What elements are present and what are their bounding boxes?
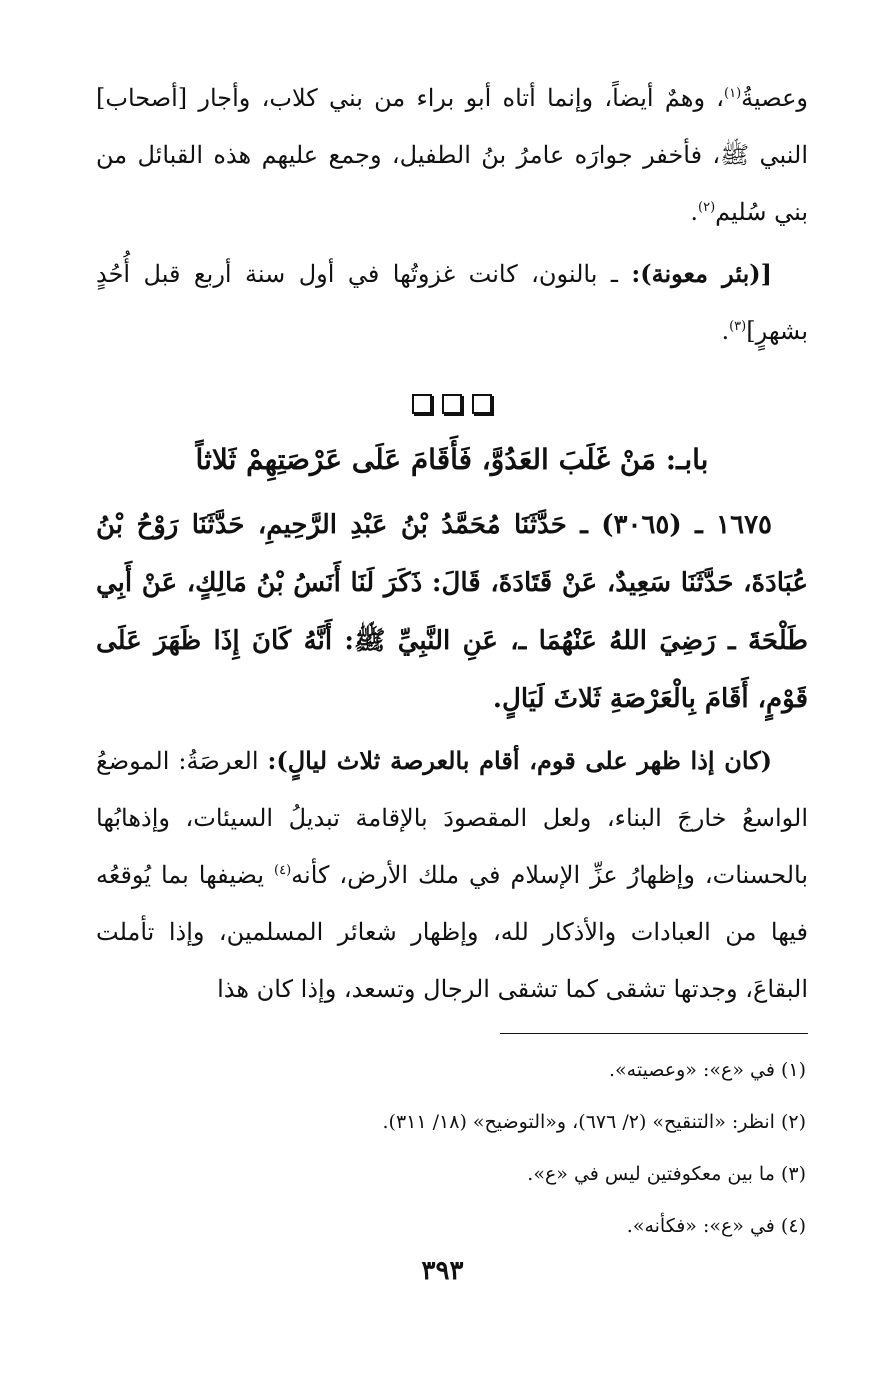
- paragraph-1: [96, 70, 808, 241]
- footnotes: [96, 1044, 808, 1252]
- hadith-text: ١٦٧٥ ـ (٣٠٦٥) ـ حَدَّثَنَا مُحَمَّدُ بْنُ عَبْدِ الرَّحِيمِ، حَدَّثَنَا رَوْحُ بْنُ عُبَادَةَ، حَدَّثَنَا سَعِيدٌ، عَنْ قَتَادَةَ، قَالَ: ذَكَرَ لَنَا أَنَسُ بْنُ مَالِكٍ، عَنْ أَبِي طَلْحَةَ ـ رَضِيَ اللهُ عَنْهُمَا ـ، عَنِ النَّبِيِّ ﷺ: أَنَّهُ كَانَ إِذَا ظَهَرَ عَلَى قَوْمٍ، أَقَامَ بِالْعَرْصَةِ ثَلاثَ لَيَالٍ.: [96, 510, 808, 714]
- page-body: [96, 70, 808, 1018]
- square-ornament-icon: [442, 394, 462, 414]
- commentary-bold: (كان إذا ظهر على قوم، أقام بالعرصة ثلاث ليالٍ):: [267, 746, 772, 775]
- section-divider-ornament: [96, 394, 808, 414]
- footnote-2: (٢) انظر: «التنقيح» (٢/ ٦٧٦)، و«التوضيح» (١٨/ ٣١١).: [382, 1111, 806, 1133]
- p2-end: .: [721, 317, 730, 345]
- commentary-text-1: العرصَةُ: الموضعُ الواسعُ خارجَ البناء، ولعل المقصودَ بالإقامة تبديلُ السيئات، وإذهابُها بالحسنات، وإظهارُ عزِّ الإسلام في ملك الأرض، كأنه: [96, 747, 809, 889]
- p2-bold: [(بئر معونة):: [631, 259, 773, 288]
- p1-part3: .: [690, 198, 699, 226]
- footnote-divider: [500, 1033, 808, 1034]
- commentary-paragraph: [96, 732, 808, 1018]
- footnote-3: (٣) ما بين معكوفتين ليس في «ع».: [527, 1163, 806, 1185]
- footnote-4: (٤) في «ع»: «فكأنه».: [626, 1215, 806, 1237]
- p1-part1: وعصيةُ: [741, 84, 808, 112]
- footnote-ref-2[interactable]: (٢): [698, 200, 716, 215]
- square-ornament-icon: [412, 394, 432, 414]
- p1-part2: ، وهمٌ أيضاً، وإنما أتاه أبو براء من بني كلاب، وأجار [أصحاب] النبي ﷺ، فأخفر جوارَه عامرُ بنُ الطفيل، وجمع عليهم هذه القبائل من بني سُليم: [96, 84, 808, 226]
- commentary-text-2: يضيفها بما يُوقعُه فيها من العبادات والأذكار لله، وإظهار شعائر المسلمين، وإذا تأملت البقاعَ، وجدتها تشقى كما تشقى الرجال وتسعد، وإذا كان هذا: [96, 861, 808, 1003]
- footnote-ref-3[interactable]: (٣): [729, 319, 747, 334]
- footnote-ref-4[interactable]: (٤): [274, 863, 292, 878]
- footnote-ref-1[interactable]: (١): [724, 86, 742, 101]
- paragraph-2: [96, 245, 808, 360]
- square-ornament-icon: [472, 394, 492, 414]
- chapter-title: بابـ: مَنْ غَلَبَ العَدُوَّ، فَأَقَامَ عَلَى عَرْصَتِهِمْ ثَلاثاً: [195, 443, 709, 476]
- p2-text: ـ بالنون، كانت غزوتُها في أول سنة أربع قبل أُحُدٍ بشهرٍ]: [96, 260, 808, 345]
- page-number: ٣٩٣: [421, 1256, 464, 1286]
- footnote-1: (١) في «ع»: «وعصيته».: [608, 1059, 806, 1081]
